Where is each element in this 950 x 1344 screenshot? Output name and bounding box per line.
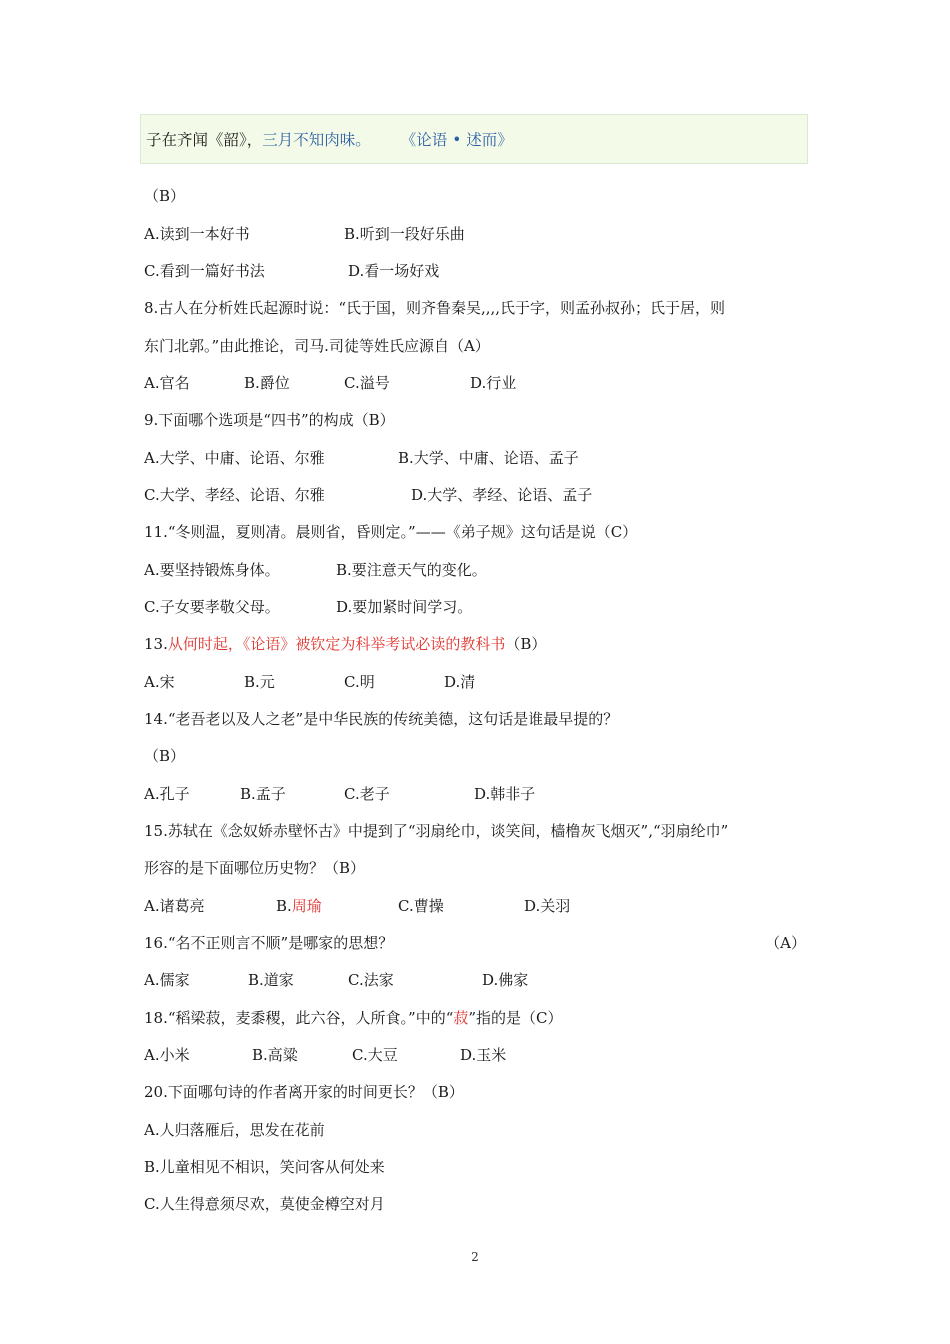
q16-option-a: A.儒家 (144, 971, 190, 989)
quote-box (140, 114, 808, 164)
q13-question: 从何时起，《论语》被钦定为科举考试必读的教科书 (167, 635, 506, 653)
q13-answer: （B） (505, 635, 547, 653)
page-number: 2 (471, 1250, 479, 1264)
quote-source: 《论语 • 述而》 (400, 131, 513, 149)
q18-options (144, 1045, 506, 1065)
q15-option-d: D.关羽 (524, 897, 571, 915)
q18-text-part1: 18.“稻梁菽，麦黍稷，此六谷，人所食。”中的“ (144, 1009, 454, 1027)
q20-option-a: A.人归落雁后，思发在花前 (144, 1121, 325, 1139)
q18-text (144, 1008, 563, 1028)
quote-part1: 子在齐闻《韶》， (146, 131, 263, 149)
q14-text: 14.“老吾老以及人之老”是中华民族的传统美德，这句话是谁最早提的？ (144, 710, 619, 728)
q16-options (144, 970, 528, 990)
q15-option-b (276, 896, 398, 916)
q11-option-d: D.要加紧时间学习。 (336, 598, 473, 616)
q14-option-c: C.老子 (344, 785, 390, 803)
q8-option-d: D.行业 (470, 374, 517, 392)
q14-option-d: D.韩非子 (474, 785, 536, 803)
q15-line2: 形容的是下面哪位历史物？（B） (144, 859, 366, 877)
q7-options-row1 (144, 224, 465, 244)
q9-option-b: B.大学、中庸、论语、孟子 (398, 449, 579, 467)
q20-option-c: C.人生得意须尽欢，莫使金樽空对月 (144, 1195, 385, 1213)
q13-text (144, 634, 546, 654)
q9-text: 9.下面哪个选项是“四书”的构成（B） (144, 411, 395, 429)
q11-text: 11.“冬则温，夏则凊。晨则省，昏则定。”——《弟子规》这句话是说（C） (144, 523, 638, 541)
q14-option-b: B.孟子 (240, 785, 286, 803)
q8-line2: 东门北郭。”由此推论，司马.司徒等姓氏应源自（A） (144, 337, 490, 355)
q7-option-c: C.看到一篇好书法 (144, 262, 265, 280)
quote-part2: 三月不知肉味。 (262, 131, 371, 149)
q15-option-a: A.诸葛亮 (144, 897, 205, 915)
q9-option-a: A.大学、中庸、论语、尔雅 (144, 449, 325, 467)
q18-option-a: A.小米 (144, 1046, 190, 1064)
q18-option-c: C.大豆 (352, 1046, 398, 1064)
q7-option-a: A.读到一本好书 (144, 225, 250, 243)
q18-highlight: 菽 (453, 1009, 469, 1027)
q15-option-c: C.曹操 (398, 897, 444, 915)
q16-answer: （A） (765, 934, 806, 952)
q7-options-row2 (144, 261, 439, 281)
q16-text (144, 933, 806, 953)
q16-option-c: C.法家 (348, 971, 394, 989)
q8-options (144, 373, 516, 393)
q8-option-b: B.爵位 (244, 374, 290, 392)
q18-option-d: D.玉米 (460, 1046, 507, 1064)
q9-option-d: D.大学、孝经、论语、孟子 (411, 486, 593, 504)
q8-line1: 8.古人在分析姓氏起源时说：“氏于国，则齐鲁秦吴,,,,氏于字，则孟孙叔孙；氏于居，则 (144, 299, 726, 317)
q20-option-b: B.儿童相见不相识，笑问客从何处来 (144, 1158, 385, 1176)
q8-option-a: A.官名 (144, 374, 190, 392)
q11-option-a: A.要坚持锻炼身体。 (144, 561, 280, 579)
q13-option-a: A.宋 (144, 673, 175, 691)
q18-text-part2: ”指的是（C） (468, 1009, 563, 1027)
q7-answer: （B） (144, 187, 186, 205)
q9-options-row1 (144, 448, 579, 468)
q18-option-b: B.高粱 (252, 1046, 298, 1064)
q15-line1: 15.苏轼在《念奴娇赤壁怀古》中提到了“羽扇纶巾，谈笑间，樯橹灰飞烟灭”,“羽扇纶巾” (144, 822, 729, 840)
q11-options-row2 (144, 597, 472, 617)
q14-option-a: A.孔子 (144, 785, 190, 803)
q14-answer: （B） (144, 747, 186, 765)
q13-option-c: C.明 (344, 673, 375, 691)
q13-option-d: D.清 (444, 673, 476, 691)
q14-options (144, 784, 535, 804)
q15-option-b-text: 周瑜 (291, 897, 322, 915)
q13-number: 13. (144, 635, 168, 653)
q13-options (144, 672, 475, 692)
q11-option-b: B.要注意天气的变化。 (336, 561, 487, 579)
q13-option-b: B.元 (244, 673, 275, 691)
q11-options-row1 (144, 560, 487, 580)
q9-options-row2 (144, 485, 592, 505)
q7-option-d: D.看一场好戏 (348, 262, 440, 280)
q11-option-c: C.子女要孝敬父母。 (144, 598, 280, 616)
q9-option-c: C.大学、孝经、论语、尔雅 (144, 486, 325, 504)
q7-option-b: B.听到一段好乐曲 (344, 225, 465, 243)
q8-option-c: C.溢号 (344, 374, 390, 392)
q16-option-d: D.佛家 (482, 971, 529, 989)
q20-text: 20.下面哪句诗的作者离开家的时间更长？（B） (144, 1083, 464, 1101)
q16-option-b: B.道家 (248, 971, 294, 989)
q16-question: 16.“名不正则言不顺”是哪家的思想？ (144, 934, 394, 952)
q15-option-b-prefix: B. (276, 897, 292, 915)
q15-options (144, 896, 570, 916)
